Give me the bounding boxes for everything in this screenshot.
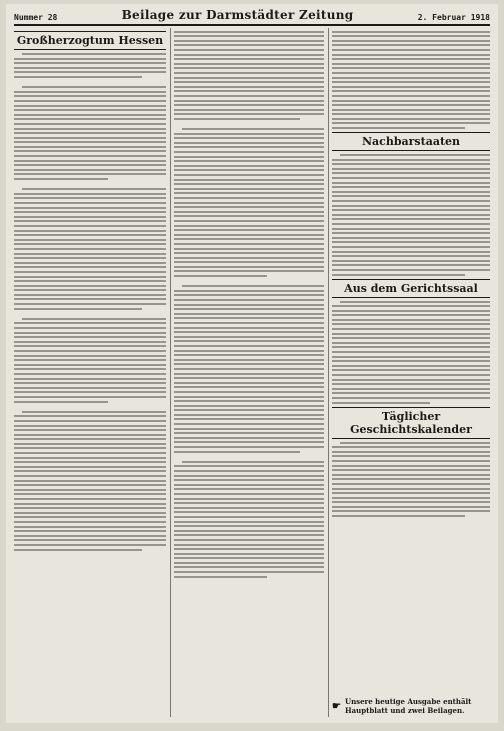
column-3 (332, 28, 490, 717)
column-3-text-top (332, 31, 490, 129)
column-2-text (174, 31, 324, 578)
pointing-hand-icon: ☛ (332, 700, 341, 712)
column-3-text-middle (332, 154, 490, 275)
newspaper-page (6, 4, 498, 723)
masthead (14, 8, 490, 22)
section-heading-hessen: Großherzogtum Hessen (14, 31, 166, 50)
column-2 (174, 28, 324, 717)
footer-note (332, 697, 490, 715)
column-3-text-court (332, 301, 490, 404)
section-heading-gerichtssaal: Aus dem Gerichtssaal (332, 279, 490, 298)
column-separator (328, 28, 329, 717)
issue-date: 2. Februar 1918 (417, 13, 490, 22)
supplement-title: Beilage zur Darmstädter Zeitung (121, 8, 354, 22)
column-3-text-calendar (332, 442, 490, 518)
footer-note-text: Unsere heutige Ausgabe enthält Hauptblatt und zwei Beilagen. (344, 697, 472, 715)
masthead-rule (14, 24, 490, 26)
section-heading-nachbarstaaten: Nachbarstaaten (332, 132, 490, 151)
column-1-text (14, 53, 166, 551)
section-heading-geschichtskalender: Täglicher Geschichtskalender (332, 407, 490, 439)
column-separator (170, 28, 171, 717)
column-1 (14, 28, 166, 717)
issue-number: Nummer 28 (14, 13, 58, 22)
